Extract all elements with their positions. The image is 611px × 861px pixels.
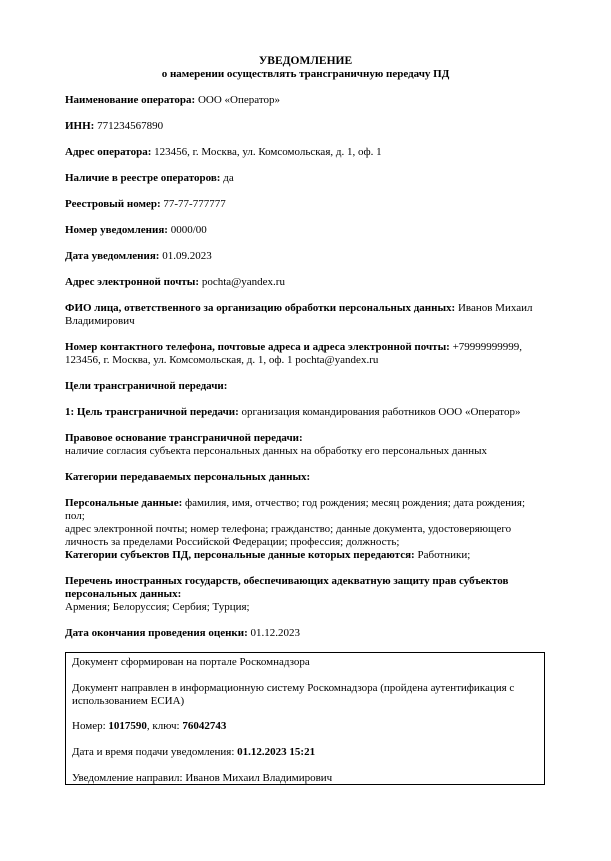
contacts-row: [65, 341, 545, 367]
box-line-sender: [72, 772, 538, 785]
personal-data-line-1: [65, 497, 545, 523]
personal-data-value-1: фамилия, имя, отчество; год рождения; месяц рождения; дата рождения; пол;: [65, 497, 526, 522]
notice-date-row: [65, 250, 545, 263]
categories-header-label: Категории передаваемых персональных данных:: [65, 471, 311, 483]
document-subtitle: о намерении осуществлять трансграничную передачу ПД: [161, 68, 450, 80]
box-number-value: 1017590: [108, 720, 147, 732]
registry-row: [65, 172, 545, 185]
legal-basis-line-1: [65, 432, 545, 445]
inn-row: [65, 120, 545, 133]
operator-name-row: [65, 94, 545, 107]
goal1-value: организация командирования работников ООО «Оператор»: [241, 406, 521, 418]
legal-basis-value: наличие согласия субъекта персональных данных на обработку его персональных данных: [65, 445, 488, 457]
box-line-generated: Документ сформирован на портале Роскомнадзора: [72, 656, 310, 668]
box-datetime-label: Дата и время подачи уведомления:: [72, 746, 235, 758]
contacts-label: Номер контактного телефона, почтовые адреса и адреса электронной почты:: [65, 341, 450, 353]
goal1-label: 1: Цель трансграничной передачи:: [65, 406, 239, 418]
notice-number-label: Номер уведомления:: [65, 224, 168, 236]
document-title: УВЕДОМЛЕНИЕ: [258, 55, 353, 67]
box-sender-label: Уведомление направил:: [72, 772, 183, 784]
address-label: Адрес оператора:: [65, 146, 152, 158]
reg-number-value: 77-77-777777: [163, 198, 226, 210]
personal-data-line-2: адрес электронной почты; номер телефона; гражданство; данные документа, удостоверяющего: [65, 523, 512, 535]
operator-name-value: ООО «Оператор»: [197, 94, 280, 106]
box-line-sent: [72, 682, 538, 708]
notice-date-value: 01.09.2023: [162, 250, 212, 262]
reg-number-row: [65, 198, 545, 211]
countries-value: Армения; Белоруссия; Сербия; Турция;: [65, 601, 250, 613]
inn-label: ИНН:: [65, 120, 95, 132]
end-date-value: 01.12.2023: [250, 627, 301, 639]
inn-value: 771234567890: [97, 120, 164, 132]
notice-number-row: [65, 224, 545, 237]
notice-date-label: Дата уведомления:: [65, 250, 160, 262]
box-key-value: 76042743: [182, 720, 227, 732]
personal-data-row: [65, 497, 545, 549]
countries-label-part-1: Перечень иностранных государств, обеспечивающих адекватную защиту прав субъектов: [65, 575, 509, 587]
email-label: Адрес электронной почты:: [65, 276, 200, 288]
box-sender-value: Иванов Михаил Владимирович: [185, 772, 333, 784]
goal1-row: [65, 406, 545, 419]
end-date-row: [65, 627, 545, 640]
box-number-label: Номер:: [72, 720, 106, 732]
subjects-label: Категории субъектов ПД, персональные данные которых передаются:: [65, 549, 415, 561]
address-value: 123456, г. Москва, ул. Комсомольская, д. 1, оф. 1: [154, 146, 382, 158]
operator-name-label: Наименование оператора:: [65, 94, 196, 106]
countries-label-line-1: [65, 575, 545, 588]
box-key-label: , ключ:: [146, 720, 180, 732]
personal-data-line-3: личность за пределами Российской Федерации; профессия; должность;: [65, 536, 400, 548]
responsible-line-2: Владимирович: [65, 315, 135, 327]
contacts-line-1: [65, 341, 545, 354]
legal-basis-row: [65, 432, 545, 458]
subjects-row: [65, 549, 545, 562]
subjects-value: Работники;: [417, 549, 471, 561]
box-line-sent-1: Документ направлен в информационную систему Роскомнадзора (пройдена аутентификация с: [72, 682, 515, 694]
registry-value: да: [223, 172, 234, 184]
countries-label-part-2: персональных данных:: [65, 588, 182, 600]
categories-header: [65, 471, 545, 484]
box-line-datetime: [72, 746, 538, 759]
email-row: [65, 276, 545, 289]
contacts-line-2: 123456, г. Москва, ул. Комсомольская, д. 1, оф. 1 pochta@yandex.ru: [65, 354, 379, 366]
end-date-label: Дата окончания проведения оценки:: [65, 627, 248, 639]
address-row: [65, 146, 545, 159]
responsible-row: [65, 302, 545, 328]
responsible-label: ФИО лица, ответственного за организацию обработки персональных данных:: [65, 302, 456, 314]
contacts-phone: +79999999999,: [452, 341, 523, 353]
registry-label: Наличие в реестре операторов:: [65, 172, 221, 184]
notice-number-value: 0000/00: [170, 224, 207, 236]
email-value: pochta@yandex.ru: [201, 276, 285, 288]
personal-data-label: Персональные данные:: [65, 497, 183, 509]
goals-header-label: Цели трансграничной передачи:: [65, 380, 228, 392]
responsible-value: Иванов Михаил: [457, 302, 533, 314]
countries-row: [65, 575, 545, 614]
goals-header: [65, 380, 545, 393]
responsible-line-1: [65, 302, 545, 315]
box-line-number: [72, 720, 538, 733]
submission-info-box: [65, 652, 545, 785]
countries-label-line-2: [65, 588, 545, 601]
box-line-sent-2: использованием ЕСИА): [72, 695, 185, 707]
legal-basis-label: Правовое основание трансграничной передачи:: [65, 432, 303, 444]
box-datetime-value: 01.12.2023 15:21: [237, 746, 316, 758]
reg-number-label: Реестровый номер:: [65, 198, 161, 210]
